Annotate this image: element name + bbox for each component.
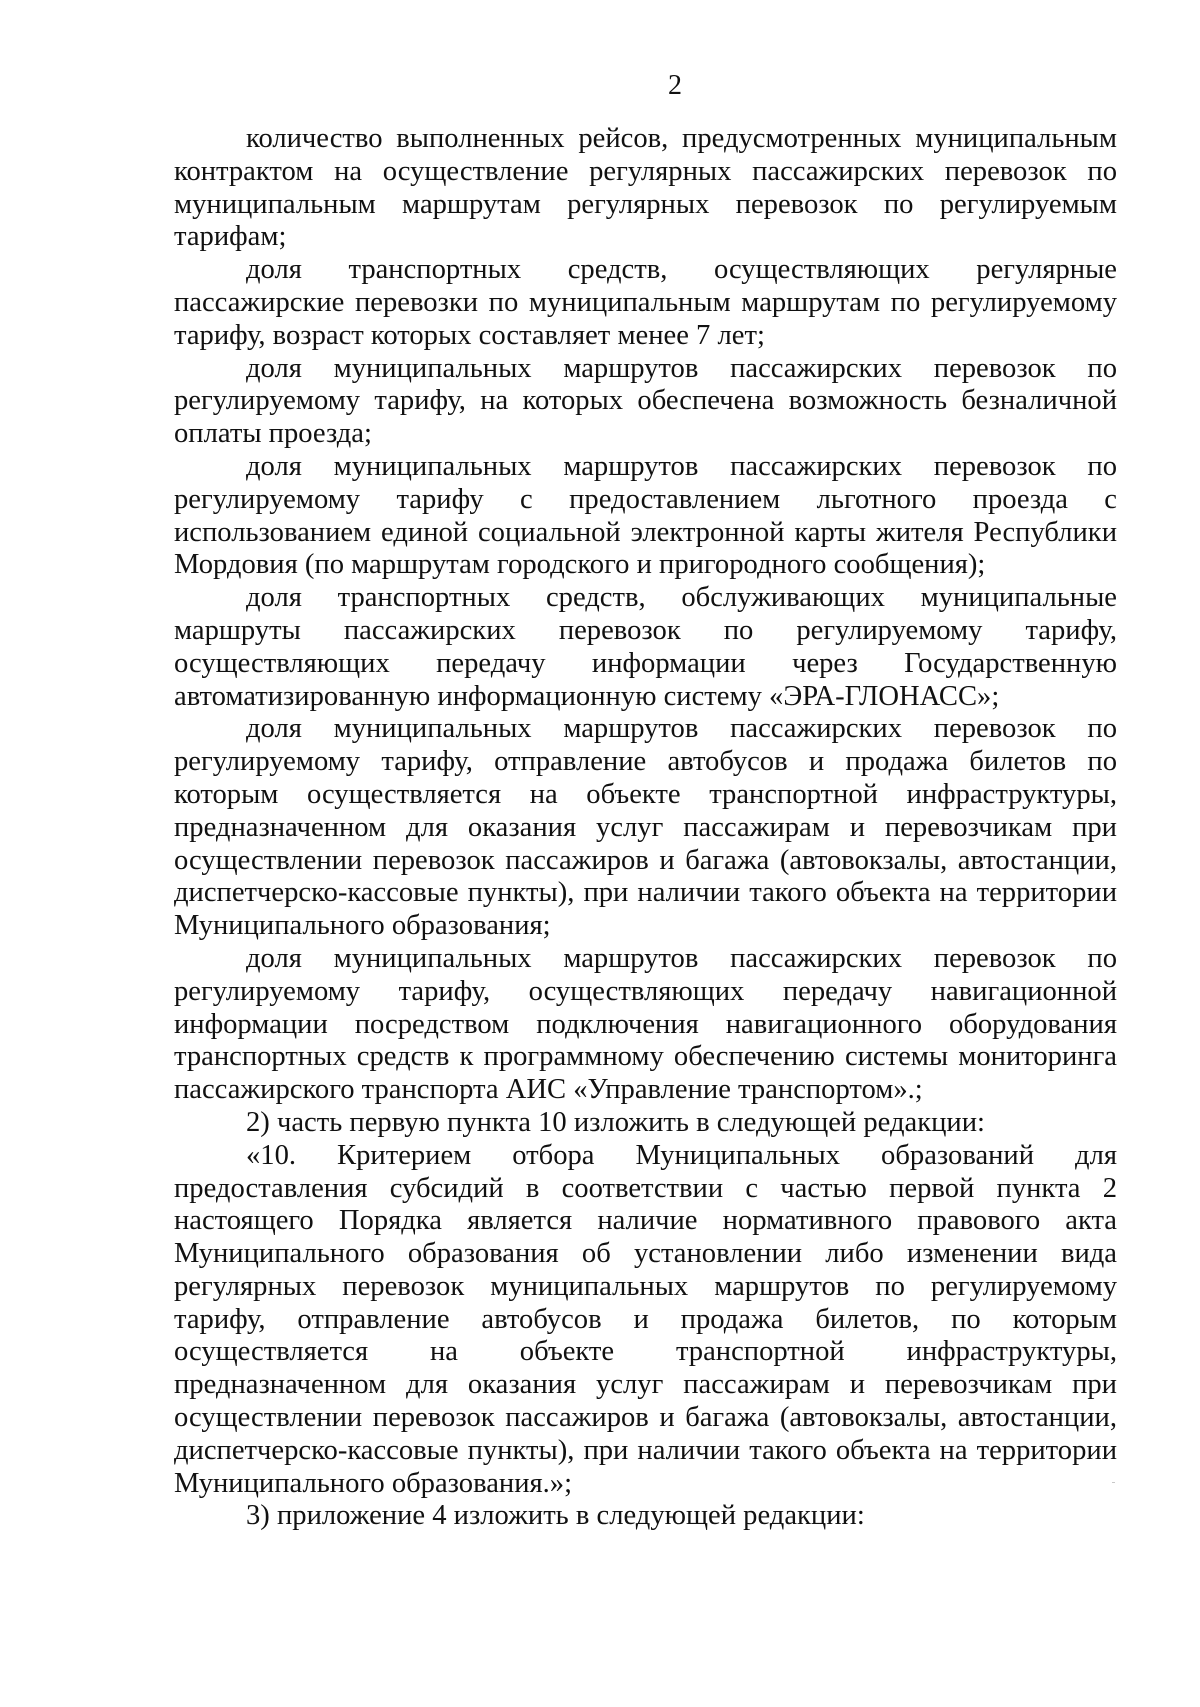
paragraph-amendment-appendix-4: 3) приложение 4 изложить в следующей редакции: [246, 1500, 865, 1532]
paragraph-social-card-share: доля муниципальных маршрутов пассажирских перевозок по регулируемому тарифу с предоставлением льготного проезда с использованием единой социальной электронной карты жителя Республики Мордовия (по маршрутам городского и пригородного сообщения); [174, 450, 1117, 581]
document-body [174, 123, 1117, 1533]
paragraph-vehicle-age-share: доля транспортных средств, осуществляющих регулярные пассажирские перевозки по муниципальным маршрутам по регулируемому тарифу, возраст которых составляет менее 7 лет; [174, 254, 1117, 351]
paragraph-trips-count: количество выполненных рейсов, предусмотренных муниципальным контрактом на осуществление регулярных пассажирских перевозок по муниципальным маршрутам регулярных перевозок по регулируемым тарифам; [174, 123, 1117, 253]
scan-speck [1112, 1482, 1115, 1483]
page-number: 2 [668, 70, 682, 101]
paragraph-era-glonass-share: доля транспортных средств, обслуживающих муниципальные маршруты пассажирских перевозок по регулируемому тарифу, осуществляющих передачу информации через Государственную автоматизированную информационную систему «ЭРА-ГЛОНАСС»; [174, 582, 1117, 712]
paragraph-amendment-point-10: 2) часть первую пункта 10 изложить в следующей редакции: [246, 1106, 985, 1138]
paragraph-navigation-data-share: доля муниципальных маршрутов пассажирских перевозок по регулируемому тарифу, осуществляющих передачу навигационной информации посредством подключения навигационного оборудования транспортных средств к программному обеспечению системы мониторинга пассажирского транспорта АИС «Управление транспортом».; [174, 942, 1117, 1106]
paragraph-bus-station-share: доля муниципальных маршрутов пассажирских перевозок по регулируемому тарифу, отправление автобусов и продажа билетов по которым осуществляется на объекте транспортной инфраструктуры, предназначенном для оказания услуг пассажирам и перевозчикам при осуществлении перевозок пассажиров и багажа (автовокзалы, автостанции, диспетчерско-кассовые пункты), при наличии такого объекта на территории Муниципального образования; [174, 713, 1117, 942]
paragraph-cashless-payment-share: доля муниципальных маршрутов пассажирских перевозок по регулируемому тарифу, на которых обеспечена возможность безналичной оплаты проезда; [174, 352, 1117, 450]
paragraph-selection-criterion: «10. Критерием отбора Муниципальных образований для предоставления субсидий в соответствии с частью первой пункта 2 настоящего Порядка является наличие нормативного правового акта Муниципального образования об установлении либо изменении вида регулярных перевозок муниципальных маршрутов по регулируемому тарифу, отправление автобусов и продажа билетов, по которым осуществляется на объекте транспортной инфраструктуры, предназначенном для оказания услуг пассажирам и перевозчикам при осуществлении перевозок пассажиров и багажа (автовокзалы, автостанции, диспетчерско-кассовые пункты), при наличии такого объекта на территории Муниципального образования.»; [174, 1139, 1117, 1499]
